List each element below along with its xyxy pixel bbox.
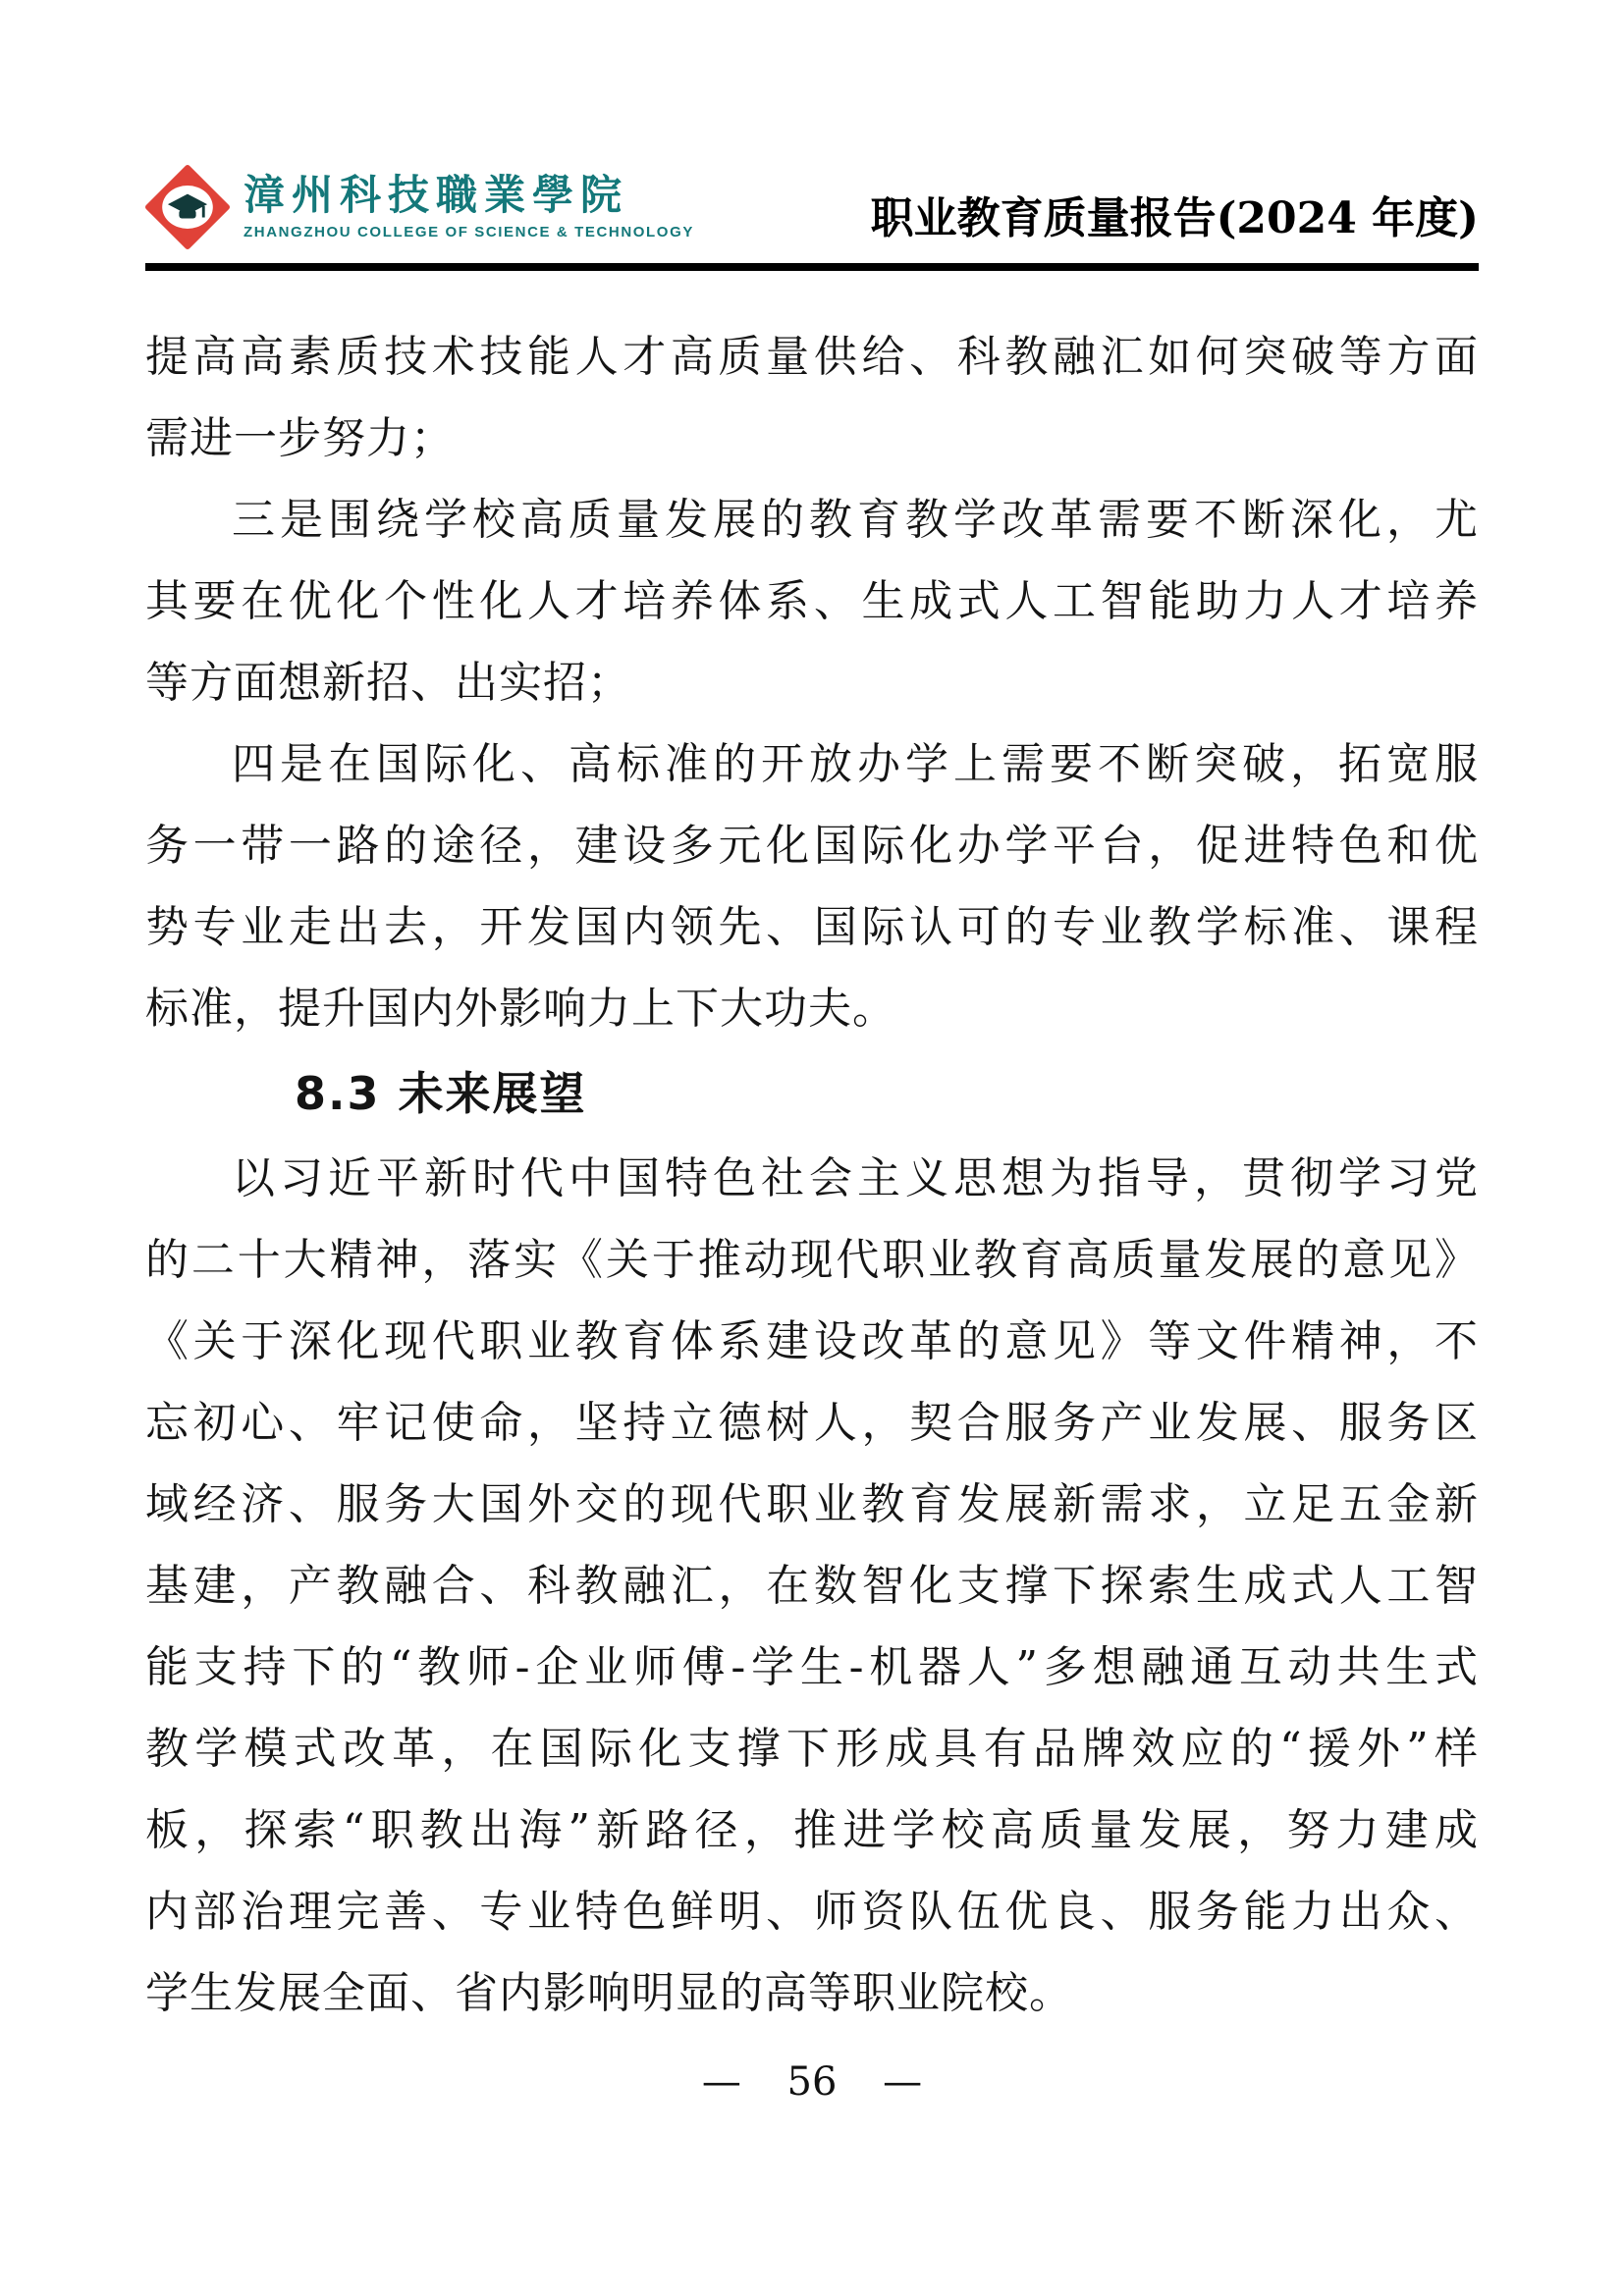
body-line: 《关于深化现代职业教育体系建设改革的意见》等文件精神，不	[145, 1316, 1479, 1366]
report-title: 职业教育质量报告(2024 年度)	[870, 193, 1479, 243]
paragraph	[145, 479, 1479, 723]
body-line: 势专业走出去，开发国内领先、国际认可的专业教学标准、课程	[145, 902, 1479, 952]
school-name-cn: 漳州科技職業學院	[244, 171, 629, 219]
body-line: 需进一步努力；	[145, 413, 455, 463]
body-line: 板，探索“职教出海”新路径，推进学校高质量发展，努力建成	[145, 1805, 1479, 1855]
header-rule	[145, 263, 1479, 271]
school-name	[244, 171, 694, 240]
section-heading: 8.3 未来展望	[295, 1067, 587, 1120]
body-line: 内部治理完善、专业特色鲜明、师资队伍优良、服务能力出众、	[145, 1887, 1479, 1937]
body-text	[145, 316, 1479, 2034]
body-line: 以习近平新时代中国特色社会主义思想为指导，贯彻学习党	[232, 1153, 1479, 1203]
body-line: 域经济、服务大国外交的现代职业教育发展新需求，立足五金新	[145, 1479, 1479, 1529]
body-line: 提高高素质技术技能人才高质量供给、科教融汇如何突破等方面	[145, 332, 1479, 382]
page-number: — 56 —	[701, 2059, 923, 2105]
body-line: 基建，产教融合、科教融汇，在数智化支撑下探索生成式人工智	[145, 1561, 1479, 1611]
graduation-cap-icon	[145, 165, 230, 249]
body-line: 标准，提升国内外影响力上下大功夫。	[145, 984, 896, 1034]
body-line: 学生发展全面、省内影响明显的高等职业院校。	[145, 1968, 1073, 2018]
body-line: 能支持下的“教师-企业师傅-学生-机器人”多想融通互动共生式	[145, 1642, 1479, 1692]
school-name-en: ZHANGZHOU COLLEGE OF SCIENCE & TECHNOLOGY	[244, 224, 694, 240]
body-line: 的二十大精神，落实《关于推动现代职业教育高质量发展的意见》	[145, 1235, 1479, 1285]
paragraph	[145, 723, 1479, 1049]
body-line: 等方面想新招、出实招；	[145, 658, 631, 708]
body-line: 务一带一路的途径，建设多元化国际化办学平台，促进特色和优	[145, 821, 1479, 871]
body-line: 教学模式改革，在国际化支撑下形成具有品牌效应的“援外”样	[145, 1724, 1479, 1774]
school-logo	[145, 165, 694, 249]
body-line: 四是在国际化、高标准的开放办学上需要不断突破，拓宽服	[232, 739, 1479, 789]
body-line: 其要在优化个性化人才培养体系、生成式人工智能助力人才培养	[145, 576, 1479, 626]
body-line: 三是围绕学校高质量发展的教育教学改革需要不断深化，尤	[232, 495, 1479, 545]
page-footer	[0, 2059, 1624, 2105]
paragraph	[145, 316, 1479, 479]
page-header	[145, 165, 1479, 249]
paragraph	[145, 1138, 1479, 2034]
body-line: 忘初心、牢记使命，坚持立德树人，契合服务产业发展、服务区	[145, 1398, 1479, 1448]
